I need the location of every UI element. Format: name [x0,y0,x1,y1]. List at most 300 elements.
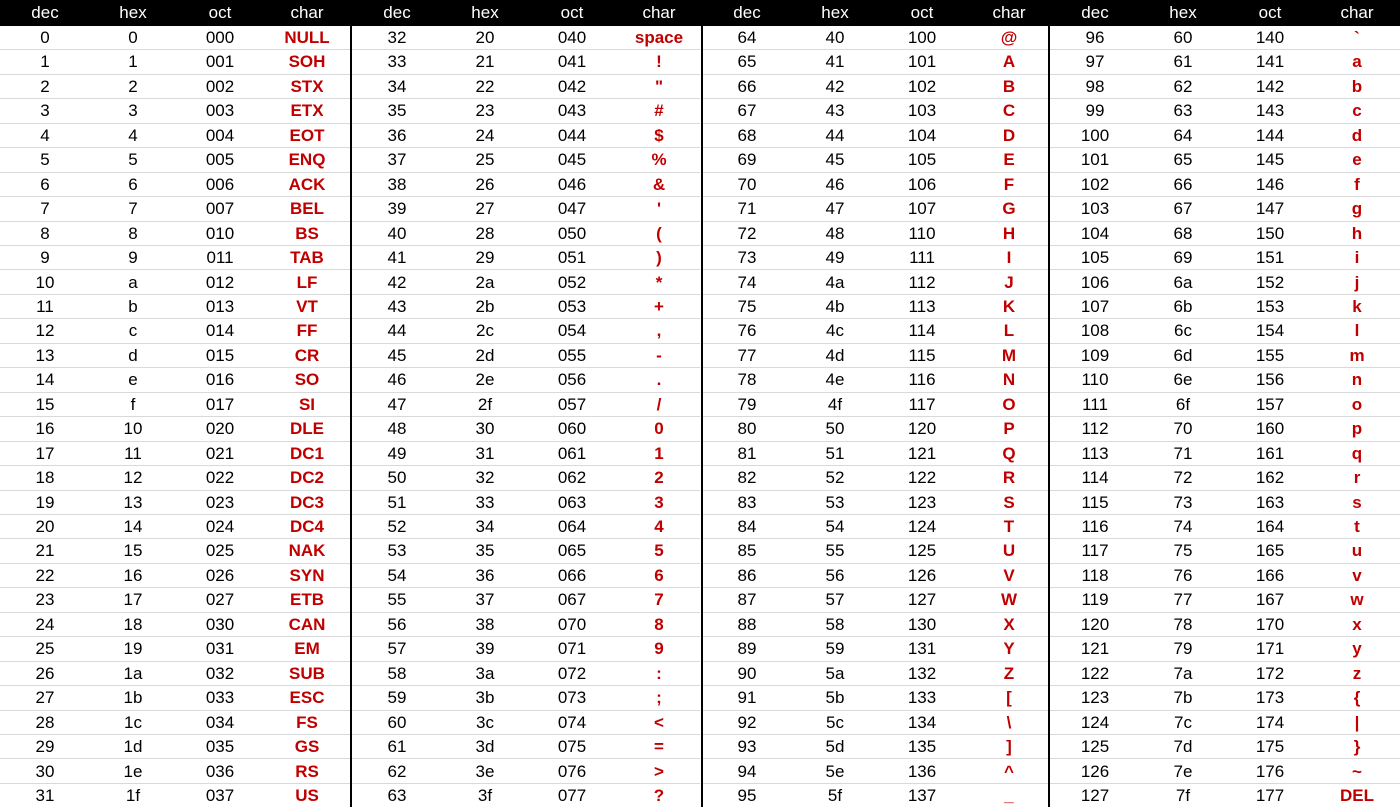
cell-hex: 4 [128,125,138,145]
table-row [0,50,350,74]
table-row [1050,491,1400,515]
table-row [0,686,350,710]
cell-dec: 112 [1081,419,1109,439]
cell-char: @ [1000,28,1018,47]
cell-dec: 46 [387,370,407,390]
cell-oct: 021 [205,443,235,463]
cell-hex: 73 [1173,492,1193,512]
cell-dec: 20 [35,517,55,536]
table-row [352,637,700,661]
table-row [0,515,350,539]
cell-oct: 106 [907,174,937,194]
table-row [0,124,350,148]
cell-dec: 107 [1080,296,1110,316]
table-row [0,75,350,99]
cell-dec: 18 [35,468,55,488]
table-row [352,222,700,246]
cell-dec: 57 [387,639,407,659]
cell-dec: 13 [35,345,55,365]
cell-char: p [1351,419,1363,439]
table-row [0,271,350,295]
table-row [0,368,350,392]
cell-dec: 7 [40,199,50,219]
cell-dec: 73 [737,248,757,268]
table-row [0,588,350,612]
cell-dec: 75 [737,296,757,316]
cell-char: EOT [289,125,325,145]
table-row [352,491,700,515]
cell-char: ETB [290,590,324,610]
cell-oct: 072 [557,663,587,683]
cell-hex: 53 [825,492,845,512]
cell-oct: 012 [205,272,235,292]
cell-char: K [1002,296,1016,316]
cell-hex: d [128,345,138,365]
cell-char: # [654,101,664,121]
table-row [352,466,700,490]
cell-oct: 006 [205,174,235,194]
cell-char: | [1354,712,1360,732]
cell-oct: 001 [205,52,235,72]
cell-dec: 118 [1081,565,1109,585]
cell-oct: 176 [1255,761,1285,781]
cell-hex: 5b [825,688,845,708]
cell-hex: 3d [475,737,495,757]
table-row [702,491,1048,515]
cell-dec: 35 [387,101,407,121]
cell-hex: 64 [1173,125,1193,145]
cell-char: t [1354,517,1360,536]
table-row [0,295,350,319]
column-block-3 [702,0,1048,807]
cell-oct: 030 [205,614,235,634]
cell-char: " [654,76,664,96]
cell-dec: 27 [35,688,55,708]
cell-oct: 027 [205,590,235,610]
cell-oct: 042 [557,76,587,96]
cell-hex: 29 [475,248,495,268]
cell-hex: 2a [475,272,495,292]
cell-hex: 62 [1173,76,1193,96]
cell-char: > [654,761,664,781]
cell-char: S [1003,492,1015,512]
cell-oct: 036 [205,761,235,781]
cell-char: { [1353,688,1361,708]
table-row [702,442,1048,466]
cell-oct: 075 [557,737,587,757]
cell-hex: 24 [475,125,495,145]
cell-dec: 37 [387,150,407,170]
table-row [352,26,700,50]
cell-oct: 130 [907,614,937,634]
cell-dec: 119 [1081,590,1109,610]
table-row [702,26,1048,50]
cell-dec: 6 [40,174,50,194]
cell-oct: 152 [1255,272,1285,292]
cell-hex: 49 [825,248,845,268]
table-row [0,539,350,563]
cell-hex: 69 [1173,248,1193,268]
cell-hex: 37 [475,590,495,610]
cell-dec: 99 [1085,101,1105,121]
cell-char: US [295,785,319,805]
table-row [352,271,700,295]
cell-dec: 74 [737,272,757,292]
cell-hex: 6b [1173,296,1193,316]
table-row [702,295,1048,319]
cell-hex: 63 [1173,101,1193,121]
cell-char: e [1352,150,1362,170]
table-row [1050,784,1400,807]
cell-char: H [1002,223,1016,243]
column-block-2 [352,0,700,807]
cell-hex: 21 [475,52,495,72]
cell-oct: 051 [557,248,587,268]
cell-oct: 110 [908,223,936,243]
cell-char: b [1351,76,1363,96]
cell-dec: 91 [737,688,757,708]
cell-oct: 033 [205,688,235,708]
cell-hex: 14 [123,517,143,536]
cell-dec: 48 [387,419,407,439]
table-row [352,393,700,417]
cell-oct: 103 [907,101,937,121]
cell-dec: 32 [387,28,407,47]
cell-hex: 15 [123,541,143,561]
cell-oct: 133 [907,688,937,708]
cell-dec: 95 [737,785,757,805]
cell-dec: 79 [737,394,757,414]
cell-hex: 2c [476,321,494,341]
cell-hex: 2f [477,394,493,414]
cell-oct: 116 [908,370,936,390]
cell-char: O [1002,394,1016,414]
cell-hex: 30 [475,419,495,439]
table-row [352,515,700,539]
table-row [1050,735,1400,759]
cell-dec: 5 [40,150,50,170]
table-row [1050,148,1400,172]
header-oct: oct [208,3,232,22]
cell-dec: 90 [737,663,757,683]
cell-hex: 68 [1173,223,1193,243]
cell-hex: 19 [123,639,143,659]
cell-char: V [1003,565,1015,585]
table-row [1050,539,1400,563]
table-row [1050,295,1400,319]
cell-oct: 050 [557,223,587,243]
cell-char: SOH [288,52,326,72]
cell-dec: 87 [737,590,757,610]
cell-oct: 003 [205,101,235,121]
cell-dec: 25 [35,639,55,659]
cell-char: l [1354,321,1360,341]
cell-char: 6 [654,565,664,585]
cell-dec: 12 [35,321,55,341]
cell-char: SUB [289,663,325,683]
cell-dec: 96 [1085,28,1105,47]
table-row [1050,368,1400,392]
cell-oct: 000 [205,28,235,47]
cell-hex: 1b [123,688,143,708]
cell-oct: 127 [907,590,937,610]
cell-hex: 1e [123,761,143,781]
cell-dec: 70 [737,174,757,194]
cell-hex: 55 [825,541,845,561]
table-row [1050,222,1400,246]
header-oct: oct [560,3,584,22]
cell-dec: 3 [40,101,50,121]
cell-char: v [1352,565,1362,585]
table-row [0,491,350,515]
cell-oct: 016 [205,370,235,390]
cell-oct: 020 [205,419,235,439]
cell-oct: 140 [1255,28,1285,47]
cell-oct: 154 [1255,321,1285,341]
cell-hex: 3c [476,712,494,732]
cell-hex: 4c [826,321,844,341]
cell-char: BS [295,223,319,243]
cell-char: B [1002,76,1016,96]
table-row [1050,197,1400,221]
cell-char: 4 [654,517,664,536]
cell-dec: 113 [1081,443,1109,463]
cell-hex: 7f [1175,785,1191,805]
cell-oct: 054 [557,321,587,341]
cell-oct: 025 [205,541,235,561]
cell-oct: 107 [907,199,937,219]
cell-char: CAN [288,614,326,634]
cell-oct: 100 [907,28,937,47]
cell-hex: 31 [475,443,495,463]
cell-char: s [1352,492,1362,512]
cell-char: y [1352,639,1362,659]
cell-hex: 7e [1173,761,1193,781]
cell-char: STX [290,76,324,96]
cell-char: CR [294,345,320,365]
cell-oct: 146 [1255,174,1285,194]
table-row [1050,515,1400,539]
cell-hex: 2e [475,370,495,390]
cell-oct: 052 [557,272,587,292]
cell-dec: 54 [387,565,407,585]
cell-dec: 11 [36,296,54,316]
cell-hex: 2 [128,76,138,96]
cell-char: R [1002,468,1016,488]
cell-char: J [1004,272,1014,292]
cell-char: + [654,296,664,316]
cell-dec: 102 [1080,174,1110,194]
cell-char: ( [656,223,662,243]
table-row [352,662,700,686]
cell-hex: 11 [124,443,142,463]
cell-oct: 125 [907,541,937,561]
cell-dec: 49 [387,443,407,463]
table-row [0,442,350,466]
cell-oct: 145 [1255,150,1285,170]
cell-dec: 9 [40,248,50,268]
cell-dec: 0 [40,28,50,47]
cell-char: ] [1006,737,1012,757]
cell-dec: 51 [387,492,407,512]
cell-char: c [1352,101,1362,121]
table-row [0,26,350,50]
cell-char: FS [296,712,318,732]
cell-char: n [1351,370,1363,390]
cell-oct: 032 [205,663,235,683]
cell-oct: 132 [907,663,937,683]
cell-char: _ [1004,785,1014,805]
cell-dec: 117 [1081,541,1109,561]
cell-oct: 064 [557,517,587,536]
cell-char: E [1003,150,1015,170]
cell-char: A [1002,52,1016,72]
cell-dec: 64 [737,28,757,47]
cell-oct: 053 [557,296,587,316]
cell-dec: 125 [1080,737,1110,757]
cell-char: LF [296,272,318,292]
table-row [352,246,700,270]
table-row [1050,466,1400,490]
cell-hex: 40 [825,28,845,47]
cell-char: N [1002,370,1016,390]
cell-char: z [1352,663,1362,683]
cell-dec: 63 [387,785,407,805]
cell-hex: b [128,296,138,316]
cell-char: VT [296,296,318,316]
cell-char: NAK [288,541,326,561]
cell-hex: 13 [123,492,143,512]
cell-char: & [652,174,666,194]
table-row [1050,442,1400,466]
table-row [702,393,1048,417]
cell-hex: 2b [475,296,495,316]
table-row [1050,26,1400,50]
cell-dec: 127 [1080,785,1110,805]
cell-char: ` [1354,28,1360,47]
cell-char: ~ [1352,761,1362,781]
cell-oct: 044 [557,125,587,145]
cell-char: * [655,272,663,292]
cell-oct: 114 [908,321,936,341]
cell-oct: 177 [1255,785,1285,805]
cell-dec: 116 [1081,517,1109,536]
header-dec: dec [733,3,761,22]
table-row [0,197,350,221]
cell-hex: 25 [475,150,495,170]
cell-dec: 120 [1080,614,1110,634]
cell-dec: 38 [387,174,407,194]
cell-char: ENQ [288,150,326,170]
cell-oct: 066 [557,565,587,585]
cell-char: 1 [654,443,664,463]
cell-dec: 122 [1080,663,1110,683]
cell-hex: 77 [1173,590,1193,610]
table-row [702,246,1048,270]
cell-oct: 024 [205,517,235,536]
table-row [0,344,350,368]
table-row [702,466,1048,490]
table-row [1050,99,1400,123]
cell-dec: 21 [35,541,55,561]
cell-oct: 120 [907,419,937,439]
cell-hex: 4a [825,272,845,292]
cell-hex: 7c [1174,712,1192,732]
table-row [352,735,700,759]
cell-hex: 79 [1173,639,1193,659]
cell-hex: 3f [477,785,493,805]
cell-oct: 171 [1255,639,1285,659]
header-hex: hex [1169,3,1197,22]
table-row [0,148,350,172]
cell-oct: 121 [907,443,937,463]
cell-hex: 6e [1173,370,1193,390]
cell-dec: 56 [387,614,407,634]
cell-dec: 44 [387,321,407,341]
cell-hex: 3e [475,761,495,781]
header-hex: hex [119,3,147,22]
table-row [352,50,700,74]
cell-oct: 065 [557,541,587,561]
cell-oct: 011 [206,248,234,268]
table-row [1050,319,1400,343]
cell-char: 0 [654,419,664,439]
table-row [1050,417,1400,441]
cell-char: SI [298,394,316,414]
cell-oct: 111 [909,248,935,268]
cell-oct: 173 [1255,688,1285,708]
cell-char: / [656,394,662,414]
cell-oct: 005 [205,150,235,170]
cell-oct: 026 [205,565,235,585]
table-row [0,319,350,343]
cell-char: g [1351,199,1363,219]
cell-hex: 6f [1175,394,1191,414]
cell-dec: 53 [387,541,407,561]
cell-hex: 7a [1173,663,1193,683]
cell-char: } [1353,737,1361,757]
cell-oct: 056 [557,370,587,390]
cell-hex: 36 [475,565,495,585]
cell-hex: 17 [123,590,143,610]
table-row [1050,50,1400,74]
cell-hex: 1a [123,663,143,683]
cell-hex: 20 [475,28,495,47]
cell-dec: 55 [387,590,407,610]
table-row [1050,564,1400,588]
cell-dec: 108 [1080,321,1110,341]
cell-oct: 002 [205,76,235,96]
cell-oct: 045 [557,150,587,170]
cell-oct: 160 [1255,419,1285,439]
table-row [702,319,1048,343]
cell-char: EM [294,639,320,659]
cell-char: [ [1006,688,1012,708]
cell-oct: 040 [557,28,587,47]
cell-hex: 9 [128,248,138,268]
cell-char: RS [295,761,319,781]
table-row [352,686,700,710]
table-row [702,173,1048,197]
cell-hex: 46 [825,174,845,194]
header-dec: dec [1081,3,1109,22]
header-oct: oct [1258,3,1282,22]
cell-char: ' [656,199,662,219]
cell-char: f [1354,174,1360,194]
cell-char: 3 [654,492,664,512]
cell-hex: 22 [475,76,495,96]
cell-char: ) [656,248,662,268]
